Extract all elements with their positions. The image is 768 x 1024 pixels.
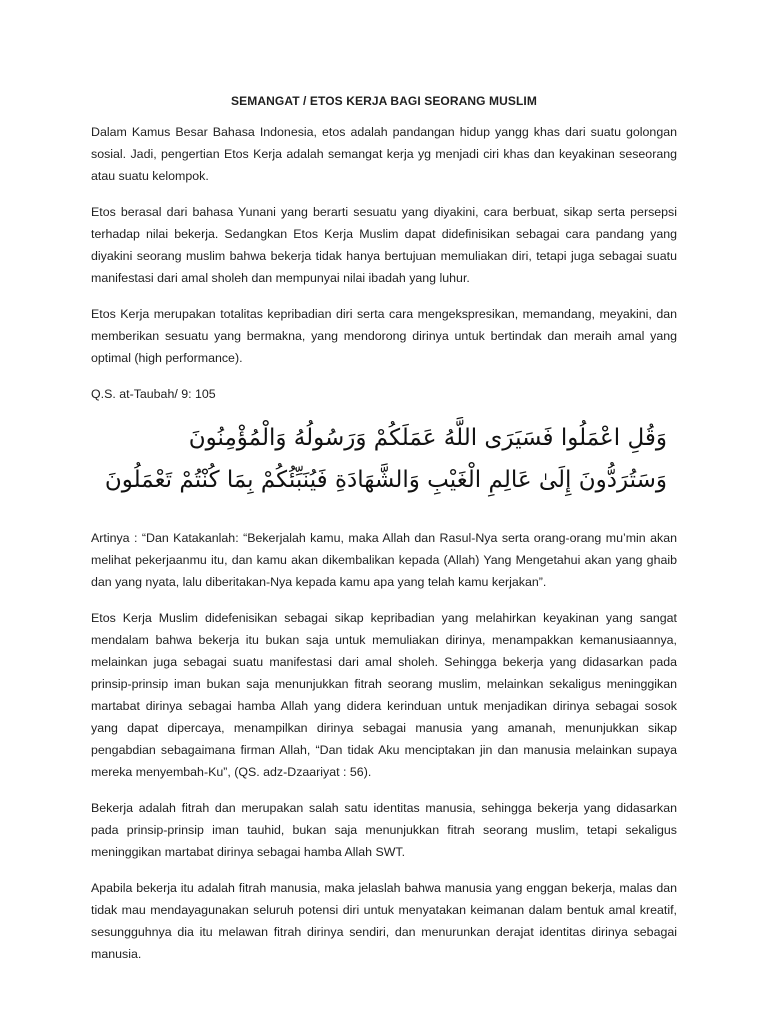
verse-reference: Q.S. at-Taubah/ 9: 105 [91, 387, 216, 401]
document-body [91, 92, 677, 979]
paragraph-conclusion: Apabila bekerja itu adalah fitrah manusia, maka jelaslah bahwa manusia yang enggan bekerja, malas dan tidak mau mendayagunakan seluruh potensi diri untuk menyatakan keimanan dalam bentuk amal kreatif, sesungguhnya dia itu melawan fitrah dirinya sendiri, dan menurunkan derajat identitas dirinya sebagai manusia. [91, 881, 677, 961]
arabic-verse [91, 417, 677, 501]
arabic-verse-line-1: وَقُلِ اعْمَلُوا فَسَيَرَى اللَّهُ عَمَلَكُمْ وَرَسُولُهُ وَالْمُؤْمِنُونَ [188, 425, 667, 451]
paragraph-totality: Etos Kerja merupakan totalitas kepribadian diri serta cara mengekspresikan, memandang, meyakini, dan memberikan sesuatu yang bermakna, yang mendorong dirinya untuk bertindak dan meraih amal yang optimal (high performance). [91, 307, 677, 365]
paragraph-translation: Artinya : “Dan Katakanlah: “Bekerjalah kamu, maka Allah dan Rasul-Nya serta orang-orang mu’min akan melihat pekerjaanmu itu, dan kamu akan dikembalikan kepada (Allah) Yang Mengetahui akan yang ghaib dan yang nyata, lalu diberitakan-Nya kepada kamu apa yang telah kamu kerjakan”. [91, 531, 677, 589]
paragraph-muslim-work-ethic: Etos Kerja Muslim didefenisikan sebagai sikap kepribadian yang melahirkan keyakinan yang sangat mendalam bahwa bekerja itu bukan saja untuk memuliakan dirinya, menampakkan kemanusiaannya, melainkan juga sebagai suatu manifestasi dari amal sholeh. Sehingga bekerja yang didasarkan pada prinsip-prinsip iman bukan saja menunjukkan fitrah seorang muslim, melainkan sekaligus meninggikan martabat dirinya sebagai hamba Allah yang didera kerinduan untuk menjadikan dirinya sebagai sosok yang dapat dipercaya, menampilkan dirinya sebagai manusia yang amanah, menunjukkan sikap pengabdian sebagaimana firman Allah, “Dan tidak Aku menciptakan jin dan manusia melainkan supaya mereka menyembah-Ku”, (QS. adz-Dzaariyat : 56). [91, 611, 677, 779]
document-title: SEMANGAT / ETOS KERJA BAGI SEORANG MUSLIM [231, 94, 537, 108]
paragraph-definition: Dalam Kamus Besar Bahasa Indonesia, etos adalah pandangan hidup yangg khas dari suatu golongan sosial. Jadi, pengertian Etos Kerja adalah semangat kerja yg menjadi ciri khas dan keyakinan seseorang atau suatu kelompok. [91, 125, 677, 183]
arabic-verse-line-2: وَسَتُرَدُّونَ إِلَىٰ عَالِمِ الْغَيْبِ وَالشَّهَادَةِ فَيُنَبِّئُكُمْ بِمَا كُنْتُمْ تَعْمَلُونَ [104, 467, 667, 493]
paragraph-etymology: Etos berasal dari bahasa Yunani yang berarti sesuatu yang diyakini, cara berbuat, sikap serta persepsi terhadap nilai bekerja. Sedangkan Etos Kerja Muslim dapat didefinisikan sebagai cara pandang yang diyakini seorang muslim bahwa bekerja tidak hanya bertujuan memuliakan diri, tetapi juga sebagai suatu manifestasi dari amal sholeh dan mempunyai nilai ibadah yang luhur. [91, 205, 677, 285]
paragraph-fitrah: Bekerja adalah fitrah dan merupakan salah satu identitas manusia, sehingga bekerja yang didasarkan pada prinsip-prinsip iman tauhid, bukan saja menunjukkan fitrah seorang muslim, tetapi sekaligus meninggikan martabat dirinya sebagai hamba Allah SWT. [91, 801, 677, 859]
